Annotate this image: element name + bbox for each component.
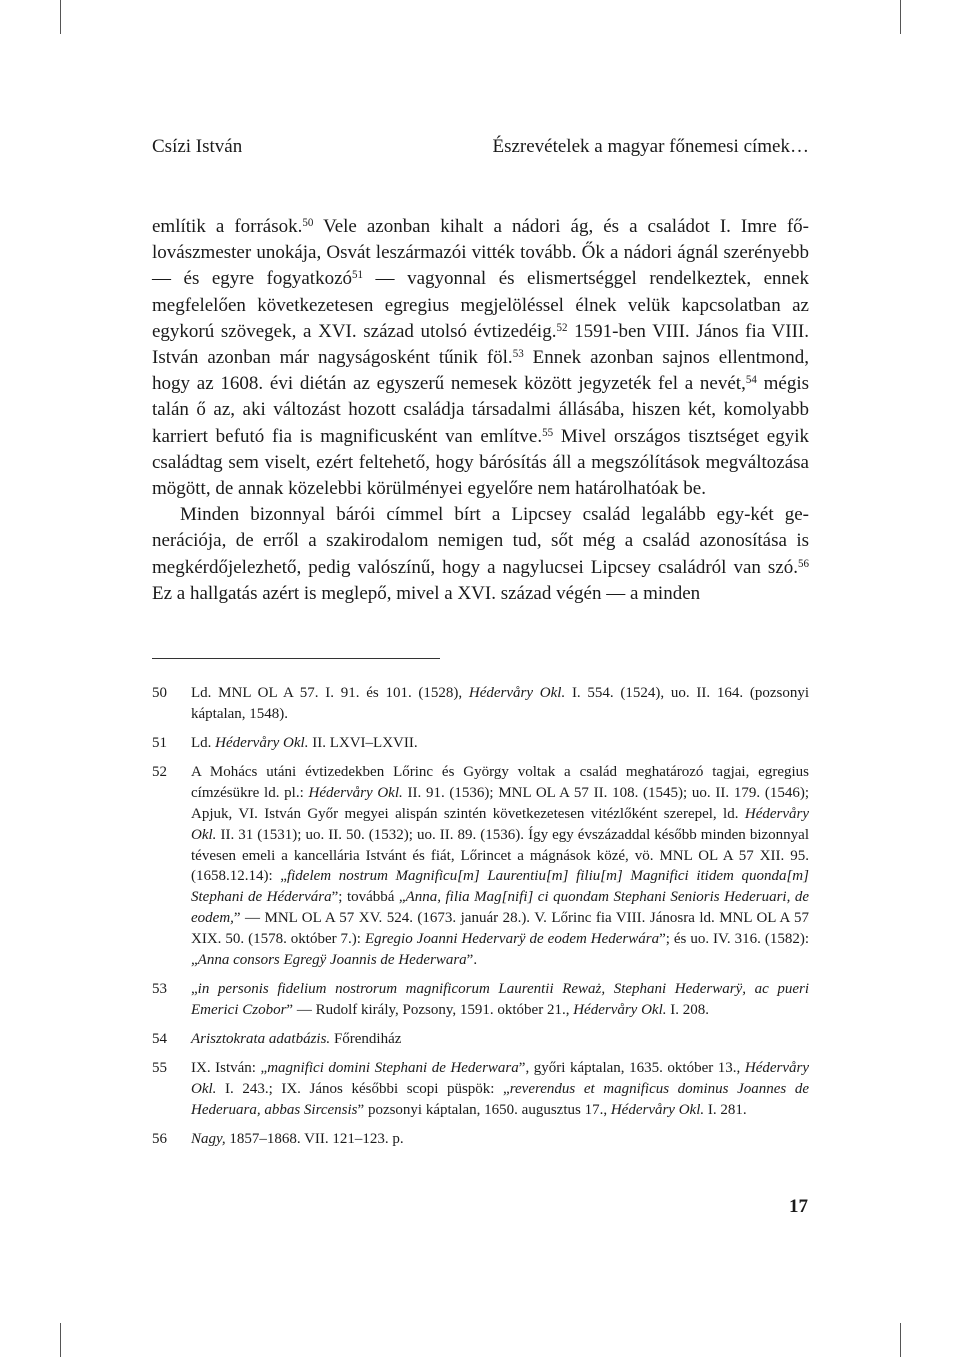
italic-text: Nagy, [191, 1131, 226, 1148]
footnote-separator [152, 658, 440, 659]
text-run: I. 243.; IX. János későbbi scopi püspök: „ [216, 1081, 510, 1098]
text-run: 1857–1868. VII. 121–123. p. [225, 1131, 404, 1148]
footnote-reference: 52 [556, 321, 568, 334]
italic-text: Hédervåry Okl. [191, 1060, 810, 1098]
text-run: I. 554. (1524), uo. II. 164. (pozsonyi káptalan, 1548). [191, 685, 809, 722]
italic-text: reverendus et magnificus dominus Joannes de Hederuara, abbas Sircensis [191, 1081, 810, 1118]
italic-text: Egregio Joanni Hedervarÿ de eodem Hederwára [364, 930, 660, 947]
running-header [152, 136, 809, 164]
text-run: ”; továbbá „ [331, 889, 406, 906]
text-run: Ld. MNL OL A 57. I. 91. és 101. (1528), [191, 685, 469, 701]
italic-text: Hédervåry Okl. [215, 735, 309, 752]
text-run: Vele azonban kihalt a nádori ág, és a családot I. Imre főlovászmester unokája, Osvát leszármazói vitték tovább. Ők a nádori ágnál szerényebb — és egyre fogyatkozó [152, 216, 809, 290]
footnote-text [191, 1060, 809, 1118]
crop-mark-bottom-right [900, 1323, 901, 1357]
header-author: Csízi István [152, 136, 243, 157]
text-run: Mivel országos tisztséget egyik családtag sem viselt, ezért feltehető, hogy bárósítás áll a megszólítások megváltozása mögött, de annak közelebbi körülményei egyelőre nem határolhatóak be. [152, 425, 809, 500]
footnote-text [191, 685, 809, 722]
body-text [152, 214, 809, 607]
crop-mark-bottom-left [60, 1323, 61, 1357]
italic-text: Hédervåry Okl. [573, 1001, 667, 1018]
header-title: Észrevételek a magyar főnemesi címek… [492, 136, 809, 157]
footnote-reference: 50 [302, 216, 314, 229]
footnote-reference: 51 [352, 269, 364, 282]
italic-text: Hédervåry Okl. [610, 1101, 705, 1118]
italic-text: Hédervåry Okl. [191, 805, 809, 843]
footnote-text [191, 764, 809, 967]
footnote-reference: 54 [745, 374, 757, 387]
footnote [152, 1129, 809, 1150]
paragraph [152, 214, 809, 502]
footnote-reference: 53 [512, 347, 524, 360]
crop-mark-top-right [900, 0, 901, 34]
text-run: I. 208. [666, 1001, 709, 1018]
footnote-reference: 56 [797, 557, 809, 570]
text-run: I. 281. [704, 1101, 747, 1118]
text-run: Ez a hallgatás azért is meglepő, mivel a XVI. század végén — a minden [152, 582, 701, 604]
text-run: ” — Rudolf király, Pozsony, 1591. október 21., [286, 1001, 574, 1018]
text-run: II. 31 (1531); uo. II. 50. (1532); uo. II. 89. (1536). Így egy évszázaddal később minden bizonnyal tévesen emeli a kancellária Istvánt és fiát, Lőrincet a mágnások közé, vö. MNL OL A 57 XII. 95. (1658.12.14): „ [191, 826, 809, 885]
footnote [152, 762, 809, 970]
text-run: ” pozsonyi káptalan, 1650. augusztus 17., [357, 1101, 611, 1118]
italic-text: Arisztokrata adatbázis. [191, 1030, 331, 1047]
text-run: említik a források. [152, 216, 303, 237]
footnote [152, 979, 809, 1021]
italic-text: Anna consors Egregÿ Joannis de Hederwara [197, 951, 467, 968]
footnote [152, 733, 809, 754]
italic-text: Hédervåry Okl. [308, 785, 403, 802]
footnote-number: 51 [152, 735, 167, 752]
footnote-reference: 55 [542, 426, 554, 439]
footnote-number: 52 [152, 764, 167, 781]
footnotes [152, 683, 809, 1158]
text-run: — vagyonnal és elismertséggel rendelkeztek, ennek megfelelően következetesen egregius megjelöléssel élnek velük kapcsolatban az egykorú szövegek, a XVI. század utolsó évtizedéig. [152, 268, 809, 342]
footnote [152, 1029, 809, 1050]
text-run: Főrendiház [330, 1030, 402, 1047]
text-run: 1591-ben VIII. János fia VIII. István azonban már nagyságosként tűnik föl. [152, 320, 809, 369]
text-run: Ld. [191, 735, 216, 752]
text-run: IX. István: „ [191, 1060, 268, 1077]
text-run: ”, győri káptalan, 1635. október 13., [518, 1060, 745, 1077]
paragraph [152, 502, 809, 607]
page-number: 17 [789, 1196, 808, 1217]
footnote [152, 1058, 809, 1120]
footnote-number: 50 [152, 685, 167, 701]
footnote-number: 53 [152, 980, 167, 997]
italic-text: magnifici domini Stephani de Hederwara [267, 1060, 519, 1077]
footnote-text [191, 735, 418, 751]
italic-text: fidelem nostrum Magnificu[m] Laurentiu[m] filiu[m] Magnifici itidem quonda[m] Stephani de Hédervára [191, 868, 809, 906]
footnote-number: 56 [152, 1131, 167, 1148]
italic-text: Hédervåry Okl. [468, 685, 566, 701]
text-run: II. LXVI–LXVII. [308, 735, 418, 752]
text-run: Ennek azonban sajnos ellentmond, hogy az 1608. évi diétán az egyszerű nemesek között jegyzeték fel a nevét, [152, 347, 809, 395]
footnote-number: 54 [152, 1030, 167, 1047]
text-run: II. 91. (1536); MNL OL A 57 II. 108. (1545); uo. II. 179. (1546); Apjuk, VI. István Győr megyei alispán szintén következetesen vitézlőként szerepel, ld. [191, 785, 809, 822]
text-run: „ [191, 980, 198, 997]
text-run: mégis talán ő az, aki változást hozott családja társadalmi állásába, hiszen két, komolyabb karriert befutó fia is magnificusként van említve. [152, 373, 810, 447]
text-run: ”; és uo. IV. 316. (1582): „ [191, 930, 810, 968]
text-run: A Mohács utáni évtizedekben Lőrinc és György voltak a család meghatározó tagjai, egregius címzésükre ld. pl.: [191, 764, 809, 802]
crop-mark-top-left [60, 0, 61, 34]
text-run: Minden bizonnyal bárói címmel bírt a Lipcsey család legalább egy-két generációja, de erről a szakirodalom nemigen tud, sőt még a család azonosítása is megkérdőjelezhető, pedig valószínű, hogy a nagylucsei Lipcsey családról van szó. [152, 504, 809, 578]
footnote-text [191, 1031, 401, 1047]
italic-text: Anna, filia Mag[nifi] ci quondam Stephani Senioris Hederuari, de eodem, [191, 889, 809, 926]
footnote-number: 55 [152, 1060, 167, 1077]
footnote-text [191, 1131, 404, 1147]
text-run: ” — MNL OL A 57 XV. 524. (1673. január 28.). V. Lőrinc fia VIII. Jánosra ld. MNL OL A 57 XIX. 50. (1578. október 7.): [191, 909, 809, 947]
text-run: ”. [466, 951, 478, 968]
footnote [152, 683, 809, 725]
footnote-text [191, 981, 809, 1018]
italic-text: in personis fidelium nostrorum magnificorum Laurentii Reważ, Stephani Hederwarÿ, ac pueri Emerici Czobor [191, 980, 809, 1018]
